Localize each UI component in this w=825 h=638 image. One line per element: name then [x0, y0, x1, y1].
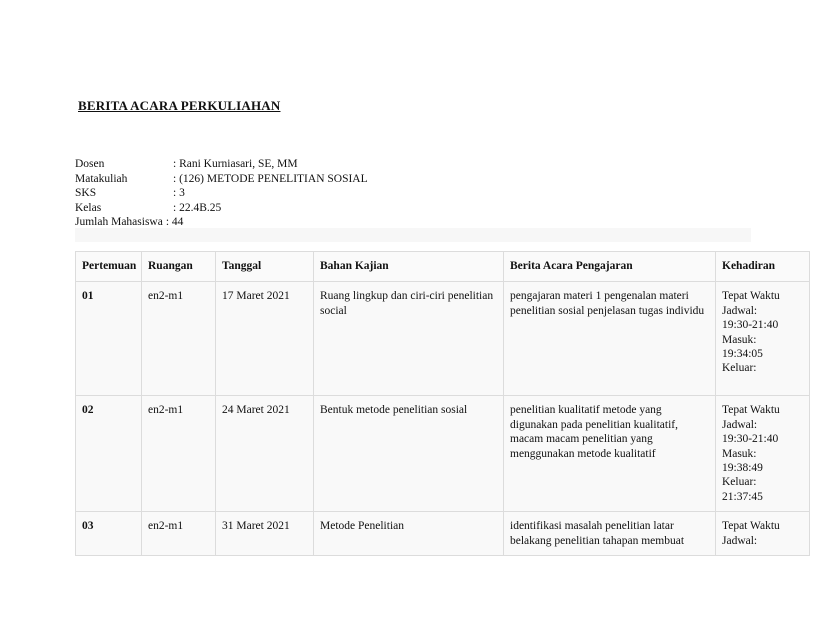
meta-row-kelas: [75, 201, 368, 216]
meta-value: : 22.4B.25: [173, 201, 222, 214]
meta-row-dosen: [75, 157, 368, 172]
meta-label: Kelas: [75, 201, 102, 214]
cell-berita-acara: identifikasi masalah penelitian latar belakang penelitian tahapan membuat: [504, 512, 716, 556]
header-bahan-kajian: Bahan Kajian: [314, 252, 504, 282]
cell-pertemuan: 01: [76, 282, 142, 396]
kehadiran-line: Masuk:: [722, 333, 757, 346]
cell-bahan-kajian: Ruang lingkup dan ciri-ciri penelitian social: [314, 282, 504, 396]
kehadiran-line: Masuk:: [722, 447, 757, 460]
cell-bahan-kajian: Metode Penelitian: [314, 512, 504, 556]
meta-row-sks: [75, 186, 368, 201]
kehadiran-line: Jadwal:: [722, 534, 758, 547]
meta-label: Dosen: [75, 158, 105, 170]
kehadiran-line: Keluar:: [722, 362, 757, 375]
kehadiran-line: Jadwal:: [722, 304, 758, 317]
cell-ruangan: en2-m1: [142, 512, 216, 556]
kehadiran-line: 19:38:49: [722, 462, 763, 475]
cell-ruangan: en2-m1: [142, 282, 216, 396]
table-row: [76, 396, 810, 512]
header-berita-acara: Berita Acara Pengajaran: [504, 252, 716, 282]
table-row: [76, 282, 810, 396]
meta-label: Matakuliah: [75, 172, 128, 185]
document-title: BERITA ACARA PERKULIAHAN: [78, 98, 281, 113]
kehadiran-line: Jadwal:: [722, 418, 758, 431]
cell-berita-acara: penelitian kualitatif metode yang digunakan pada penelitian kualitatif, macam macam penelitian yang menggunakan metode kualitatif: [504, 396, 716, 512]
table-header-row: [76, 252, 810, 282]
lecture-log-table: [75, 251, 810, 556]
cell-kehadiran: [716, 282, 810, 396]
kehadiran-line: 19:30-21:40: [722, 319, 779, 332]
kehadiran-line: 19:34:05: [722, 348, 763, 361]
kehadiran-line: Tepat Waktu: [722, 520, 780, 533]
kehadiran-line: Tepat Waktu: [722, 404, 780, 417]
kehadiran-line: 21:37:45: [722, 490, 763, 503]
meta-label: Jumlah Mahasiswa: [75, 216, 163, 229]
cell-bahan-kajian: Bentuk metode penelitian sosial: [314, 396, 504, 512]
kehadiran-line: Keluar:: [722, 476, 757, 489]
header-ruangan: Ruangan: [142, 252, 216, 282]
meta-value: : (126) METODE PENELITIAN SOSIAL: [173, 172, 368, 185]
meta-row-matakuliah: [75, 172, 368, 187]
divider-band: [75, 228, 751, 242]
meta-value: : 3: [173, 187, 185, 200]
cell-tanggal: 17 Maret 2021: [216, 282, 314, 396]
header-kehadiran: Kehadiran: [716, 252, 810, 282]
header-tanggal: Tanggal: [216, 252, 314, 282]
cell-ruangan: en2-m1: [142, 396, 216, 512]
cell-kehadiran: [716, 396, 810, 512]
meta-label: SKS: [75, 187, 97, 200]
cell-tanggal: 24 Maret 2021: [216, 396, 314, 512]
kehadiran-line: 19:30-21:40: [722, 433, 779, 446]
meta-value: : 44: [165, 216, 184, 229]
kehadiran-line: Tepat Waktu: [722, 290, 780, 303]
cell-kehadiran: [716, 512, 810, 556]
cell-berita-acara: pengajaran materi 1 pengenalan materi penelitian sosial penjelasan tugas individu: [504, 282, 716, 396]
header-pertemuan: Pertemuan: [76, 252, 142, 282]
cell-pertemuan: 03: [76, 512, 142, 556]
cell-tanggal: 31 Maret 2021: [216, 512, 314, 556]
table-row: [76, 512, 810, 556]
cell-pertemuan: 02: [76, 396, 142, 512]
meta-value: : Rani Kurniasari, SE, MM: [173, 158, 298, 170]
course-info: [75, 157, 368, 230]
